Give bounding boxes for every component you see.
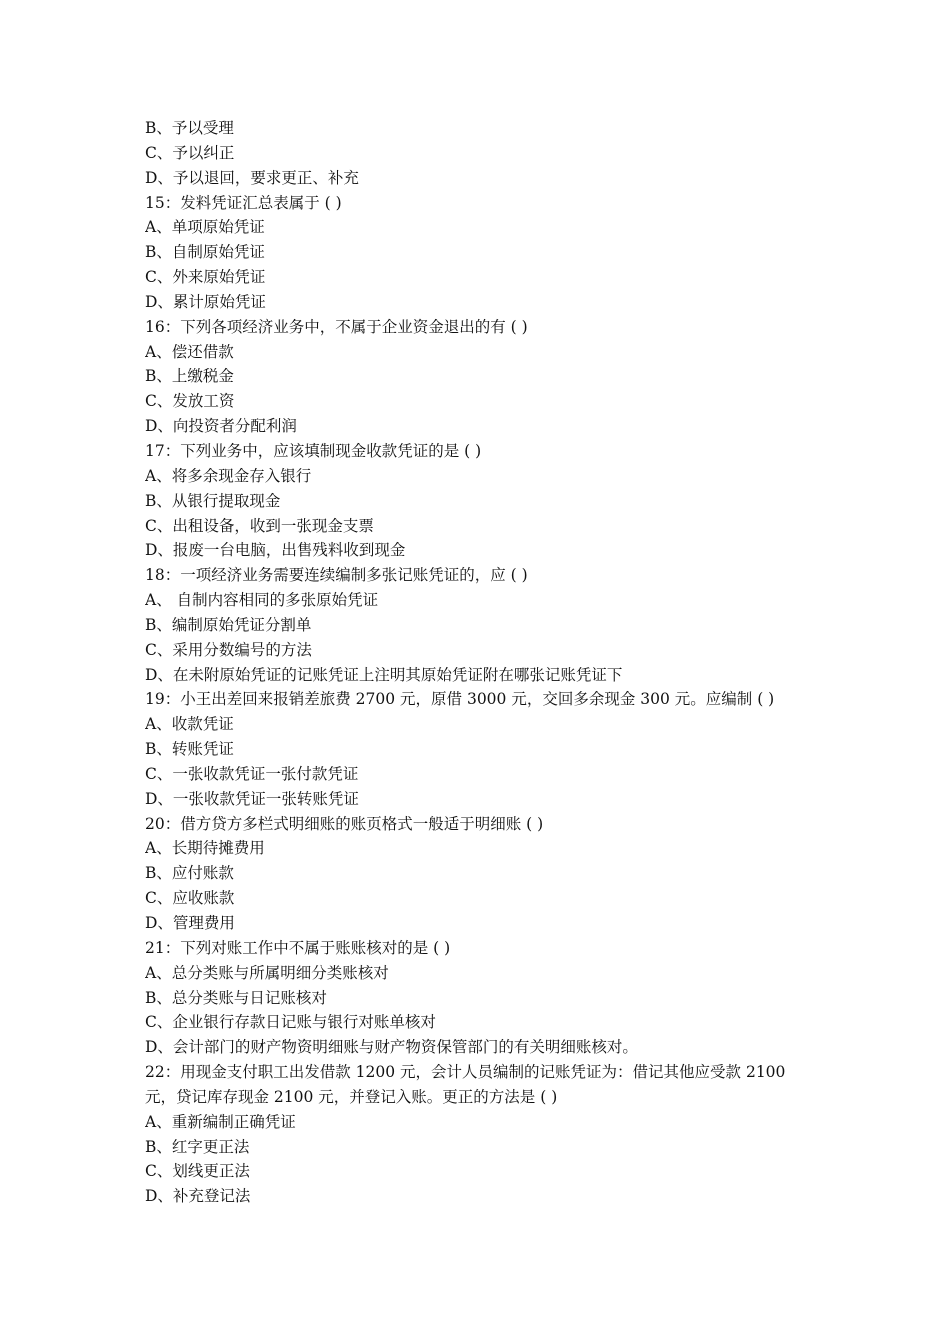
option-line: D、累计原始凭证 — [145, 292, 266, 311]
question-line: 17：下列业务中，应该填制现金收款凭证的是 ( ) — [145, 441, 482, 460]
question-line: 16：下列各项经济业务中，不属于企业资金退出的有 ( ) — [145, 317, 528, 336]
question-line-continued: 元，贷记库存现金 2100 元，并登记入账。更正的方法是 ( ) — [145, 1087, 558, 1106]
option-line: A、总分类账与所属明细分类账核对 — [145, 963, 389, 982]
option-line: A、单项原始凭证 — [145, 218, 265, 237]
option-line: C、一张收款凭证一张付款凭证 — [145, 764, 359, 783]
option-line: A、将多余现金存入银行 — [145, 466, 312, 485]
option-line: C、外来原始凭证 — [145, 268, 266, 287]
option-line: D、一张收款凭证一张转账凭证 — [145, 789, 359, 808]
option-line: B、应付账款 — [145, 864, 234, 883]
option-line: A、 自制内容相同的多张原始凭证 — [145, 591, 379, 610]
option-line: D、报废一台电脑，出售残料收到现金 — [145, 541, 406, 560]
option-line: A、收款凭证 — [145, 715, 234, 734]
option-line: C、划线更正法 — [145, 1162, 250, 1181]
option-line: A、重新编制正确凭证 — [145, 1112, 296, 1131]
option-line: A、偿还借款 — [145, 342, 234, 361]
question-line: 22：用现金支付职工出发借款 1200 元，会计人员编制的记账凭证为：借记其他应受款 2100 — [145, 1063, 786, 1082]
option-line: C、发放工资 — [145, 392, 235, 411]
option-line: D、会计部门的财产物资明细账与财产物资保管部门的有关明细账核对。 — [145, 1038, 638, 1057]
question-line: 20：借方贷方多栏式明细账的账页格式一般适于明细账 ( ) — [145, 814, 544, 833]
option-line: B、上缴税金 — [145, 367, 234, 386]
option-line: C、出租设备，收到一张现金支票 — [145, 516, 374, 535]
question-line: 15：发料凭证汇总表属于 ( ) — [145, 193, 342, 212]
option-line: B、自制原始凭证 — [145, 243, 265, 262]
option-line: C、予以纠正 — [145, 143, 235, 162]
option-line: B、从银行提取现金 — [145, 491, 281, 510]
option-line: B、予以受理 — [145, 119, 234, 137]
option-line: B、红字更正法 — [145, 1137, 250, 1156]
option-line: C、采用分数编号的方法 — [145, 640, 312, 659]
option-line: D、向投资者分配利润 — [145, 417, 297, 436]
question-line: 18：一项经济业务需要连续编制多张记账凭证的，应 ( ) — [145, 566, 528, 585]
question-list — [145, 116, 810, 1209]
option-line: D、予以退回，要求更正、补充 — [145, 168, 359, 187]
option-line: A、长期待摊费用 — [145, 839, 265, 858]
option-line: B、总分类账与日记账核对 — [145, 988, 327, 1007]
question-line: 19：小王出差回来报销差旅费 2700 元，原借 3000 元，交回多余现金 300 元。应编制 ( ) — [145, 690, 775, 709]
option-line: D、管理费用 — [145, 914, 235, 932]
question-line: 21：下列对账工作中不属于账账核对的是 ( ) — [145, 938, 451, 957]
option-line: C、企业银行存款日记账与银行对账单核对 — [145, 1013, 436, 1032]
option-line: D、补充登记法 — [145, 1187, 251, 1206]
option-line: B、转账凭证 — [145, 740, 234, 759]
option-line: C、应收账款 — [145, 889, 235, 908]
option-line: D、在未附原始凭证的记账凭证上注明其原始凭证附在哪张记账凭证下 — [145, 665, 623, 684]
option-line: B、编制原始凭证分割单 — [145, 615, 312, 634]
